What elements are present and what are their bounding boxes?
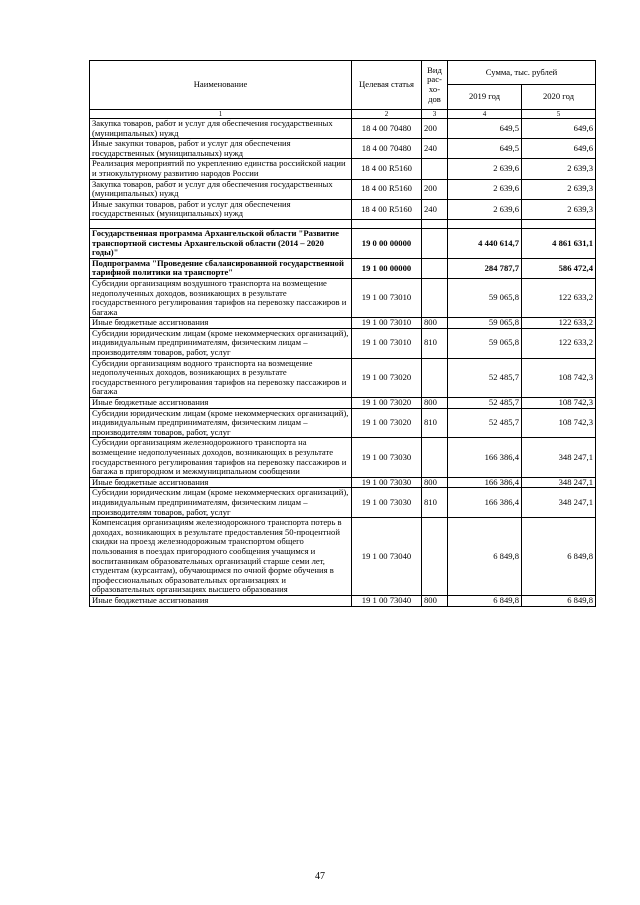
header-sum: Сумма, тыс. рублей <box>448 61 596 85</box>
amount-2019: 59 065,8 <box>448 328 522 358</box>
header-name: Наименование <box>90 61 352 110</box>
table-row <box>90 318 596 329</box>
column-number: 2 <box>352 110 422 119</box>
target-code: 18 4 00 R5160 <box>352 179 422 199</box>
table-row <box>90 595 596 606</box>
target-code: 19 1 00 73010 <box>352 328 422 358</box>
amount-2020: 586 472,4 <box>522 258 596 278</box>
row-name: Субсидии организациям водного транспорта на возмещение недополученных доходов, возникающих в результате государственного регулирования тарифов на перевозку пассажиров и багажа <box>90 358 352 397</box>
amount-2019: 166 386,4 <box>448 438 522 477</box>
expense-type: 200 <box>422 119 448 139</box>
amount-2019: 52 485,7 <box>448 358 522 397</box>
amount-2020: 348 247,1 <box>522 438 596 477</box>
target-code: 19 0 00 00000 <box>352 228 422 258</box>
target-code: 19 1 00 73020 <box>352 398 422 409</box>
target-code: 19 1 00 73030 <box>352 477 422 488</box>
amount-2019: 52 485,7 <box>448 398 522 409</box>
row-name: Иные бюджетные ассигнования <box>90 318 352 329</box>
table-row <box>90 159 596 179</box>
expense-type <box>422 159 448 179</box>
amount-2020: 649,6 <box>522 139 596 159</box>
table-row <box>90 228 596 258</box>
amount-2019: 59 065,8 <box>448 318 522 329</box>
target-code: 18 4 00 R5160 <box>352 199 422 219</box>
amount-2020: 348 247,1 <box>522 488 596 518</box>
expense-type: 810 <box>422 488 448 518</box>
table-row <box>90 518 596 596</box>
header-target: Целевая статья <box>352 61 422 110</box>
target-code: 19 1 00 73010 <box>352 278 422 317</box>
amount-2020: 4 861 631,1 <box>522 228 596 258</box>
target-code: 19 1 00 73020 <box>352 358 422 397</box>
target-code: 18 4 00 70480 <box>352 139 422 159</box>
amount-2019: 649,5 <box>448 139 522 159</box>
table-row <box>90 119 596 139</box>
table-row <box>90 358 596 397</box>
table-row <box>90 179 596 199</box>
target-code: 19 1 00 73010 <box>352 318 422 329</box>
expense-type: 800 <box>422 318 448 329</box>
row-name: Иные бюджетные ассигнования <box>90 477 352 488</box>
table-row <box>90 488 596 518</box>
row-name: Иные закупки товаров, работ и услуг для обеспечения государственных (муниципальных) нужд <box>90 199 352 219</box>
amount-2020: 649,6 <box>522 119 596 139</box>
budget-table <box>89 60 596 607</box>
target-code: 19 1 00 73020 <box>352 408 422 438</box>
table-row <box>90 438 596 477</box>
target-code: 18 4 00 R5160 <box>352 159 422 179</box>
row-name: Государственная программа Архангельской области "Развитие транспортной системы Архангельской области (2014 – 2020 годы)" <box>90 228 352 258</box>
amount-2019: 2 639,6 <box>448 179 522 199</box>
row-name: Субсидии организациям железнодорожного транспорта на возмещение недополученных доходов, возникающих в результате государственного регулирования тарифов на перевозку пассажиров и багажа в пригородном и межмуниципальном сообщении <box>90 438 352 477</box>
row-name: Закупка товаров, работ и услуг для обеспечения государственных (муниципальных) нужд <box>90 119 352 139</box>
expense-type: 800 <box>422 595 448 606</box>
amount-2019: 4 440 614,7 <box>448 228 522 258</box>
column-number: 5 <box>522 110 596 119</box>
row-name <box>90 219 352 228</box>
row-name: Субсидии юридическим лицам (кроме некоммерческих организаций), индивидуальным предпринимателям, физическим лицам – производителям товаров, работ, услуг <box>90 328 352 358</box>
column-number: 3 <box>422 110 448 119</box>
amount-2020: 108 742,3 <box>522 408 596 438</box>
row-name: Субсидии организациям воздушного транспорта на возмещение недополученных доходов, возникающих в результате государственного регулирования тарифов на перевозку пассажиров и багажа <box>90 278 352 317</box>
row-name: Закупка товаров, работ и услуг для обеспечения государственных (муниципальных) нужд <box>90 179 352 199</box>
amount-2020: 2 639,3 <box>522 199 596 219</box>
table-row <box>90 408 596 438</box>
table-row <box>90 199 596 219</box>
amount-2019 <box>448 219 522 228</box>
amount-2020: 348 247,1 <box>522 477 596 488</box>
target-code: 19 1 00 73040 <box>352 518 422 596</box>
table-row <box>90 139 596 159</box>
amount-2020: 122 633,2 <box>522 328 596 358</box>
amount-2020: 6 849,8 <box>522 595 596 606</box>
header-2020: 2020 год <box>522 85 596 110</box>
amount-2020 <box>522 219 596 228</box>
expense-type: 800 <box>422 477 448 488</box>
row-name: Иные бюджетные ассигнования <box>90 398 352 409</box>
table-row <box>90 219 596 228</box>
table-row <box>90 398 596 409</box>
amount-2020: 6 849,8 <box>522 518 596 596</box>
target-code: 19 1 00 73030 <box>352 438 422 477</box>
column-number: 1 <box>90 110 352 119</box>
header-type: Вид рас-хо-дов <box>422 61 448 110</box>
row-name: Иные бюджетные ассигнования <box>90 595 352 606</box>
table-row <box>90 278 596 317</box>
target-code: 19 1 00 73040 <box>352 595 422 606</box>
target-code: 18 4 00 70480 <box>352 119 422 139</box>
expense-type: 240 <box>422 139 448 159</box>
expense-type <box>422 438 448 477</box>
row-name: Компенсация организациям железнодорожного транспорта потерь в доходах, возникающих в результате предоставления 50-процентной скидки на проезд железнодорожным транспортом общего пользования в поездах пригородного сообщения учащимся и воспитанникам образовательных организаций старше семи лет, студентам (курсантам), обучающимся по очной форме обучения в профессиональных образовательных организациях и образовательных организациях высшего образования <box>90 518 352 596</box>
expense-type: 200 <box>422 179 448 199</box>
row-name: Иные закупки товаров, работ и услуг для обеспечения государственных (муниципальных) нужд <box>90 139 352 159</box>
amount-2019: 649,5 <box>448 119 522 139</box>
amount-2020: 108 742,3 <box>522 358 596 397</box>
expense-type: 810 <box>422 328 448 358</box>
expense-type: 800 <box>422 398 448 409</box>
target-code: 19 1 00 00000 <box>352 258 422 278</box>
expense-type <box>422 358 448 397</box>
row-name: Субсидии юридическим лицам (кроме некоммерческих организаций), индивидуальным предпринимателям, физическим лицам – производителям товаров, работ, услуг <box>90 488 352 518</box>
expense-type <box>422 228 448 258</box>
expense-type <box>422 278 448 317</box>
amount-2020: 2 639,3 <box>522 159 596 179</box>
amount-2019: 284 787,7 <box>448 258 522 278</box>
expense-type <box>422 258 448 278</box>
amount-2019: 6 849,8 <box>448 595 522 606</box>
table-row <box>90 328 596 358</box>
amount-2019: 166 386,4 <box>448 477 522 488</box>
row-name: Субсидии юридическим лицам (кроме некоммерческих организаций), индивидуальным предпринимателям, физическим лицам – производителям товаров, работ, услуг <box>90 408 352 438</box>
table-row <box>90 477 596 488</box>
row-name: Подпрограмма "Проведение сбалансированной государственной тарифной политики на транспорте" <box>90 258 352 278</box>
header-2019: 2019 год <box>448 85 522 110</box>
amount-2020: 122 633,2 <box>522 318 596 329</box>
expense-type <box>422 518 448 596</box>
amount-2020: 122 633,2 <box>522 278 596 317</box>
amount-2020: 108 742,3 <box>522 398 596 409</box>
amount-2020: 2 639,3 <box>522 179 596 199</box>
amount-2019: 59 065,8 <box>448 278 522 317</box>
amount-2019: 6 849,8 <box>448 518 522 596</box>
column-number: 4 <box>448 110 522 119</box>
amount-2019: 166 386,4 <box>448 488 522 518</box>
target-code <box>352 219 422 228</box>
amount-2019: 2 639,6 <box>448 199 522 219</box>
table-row <box>90 258 596 278</box>
expense-type: 240 <box>422 199 448 219</box>
column-number-row <box>90 110 596 119</box>
row-name: Реализация мероприятий по укреплению единства российской нации и этнокультурному развитию народов России <box>90 159 352 179</box>
amount-2019: 52 485,7 <box>448 408 522 438</box>
page-number: 47 <box>315 871 325 882</box>
amount-2019: 2 639,6 <box>448 159 522 179</box>
expense-type: 810 <box>422 408 448 438</box>
expense-type <box>422 219 448 228</box>
target-code: 19 1 00 73030 <box>352 488 422 518</box>
